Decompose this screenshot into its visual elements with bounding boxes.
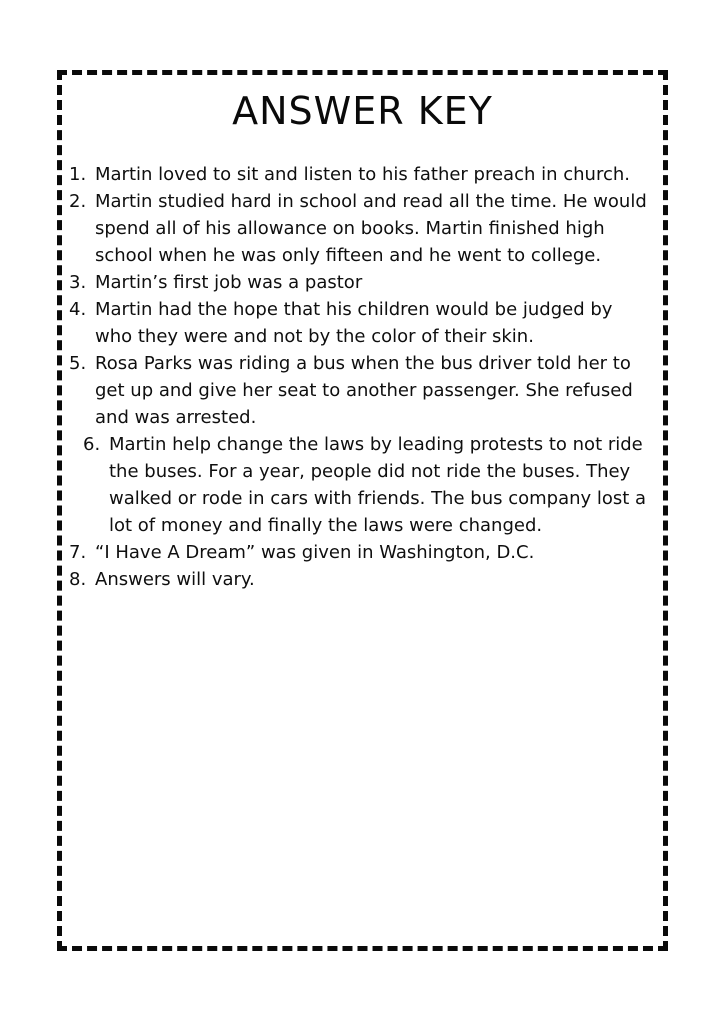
answer-item [69, 431, 649, 539]
answer-number: 1. [69, 164, 87, 185]
answer-item [69, 161, 649, 188]
answer-list [62, 161, 663, 593]
answer-number: 4. [69, 299, 87, 320]
answer-number: 5. [69, 353, 87, 374]
answer-item [69, 296, 649, 350]
answer-number: 2. [69, 191, 87, 212]
page-title: ANSWER KEY [232, 89, 493, 133]
answer-text: Martin loved to sit and listen to his father preach in church. [95, 164, 630, 185]
answer-item [69, 269, 649, 296]
answer-key-box [57, 70, 668, 951]
answer-item [69, 350, 649, 431]
answer-number: 6. [83, 434, 101, 455]
answer-text: Answers will vary. [95, 569, 255, 590]
answer-text: Rosa Parks was riding a bus when the bus driver told her to get up and give her seat to another passenger. She refused and was arrested. [95, 353, 633, 428]
answer-number: 7. [69, 542, 87, 563]
answer-number: 8. [69, 569, 87, 590]
answer-text: Martin had the hope that his children would be judged by who they were and not by the color of their skin. [95, 299, 613, 347]
answer-text: Martin’s first job was a pastor [95, 272, 363, 293]
answer-number: 3. [69, 272, 87, 293]
answer-item [69, 539, 649, 566]
answer-item [69, 566, 649, 593]
answer-text: Martin studied hard in school and read all the time. He would spend all of his allowance on books. Martin finished high school when he was only fifteen and he went to college. [95, 191, 647, 266]
answer-text: Martin help change the laws by leading protests to not ride the buses. For a year, people did not ride the buses. They walked or rode in cars with friends. The bus company lost a lot of money and finally the laws were changed. [109, 434, 647, 536]
answer-text: “I Have A Dream” was given in Washington, D.C. [95, 542, 535, 563]
answer-item [69, 188, 649, 269]
